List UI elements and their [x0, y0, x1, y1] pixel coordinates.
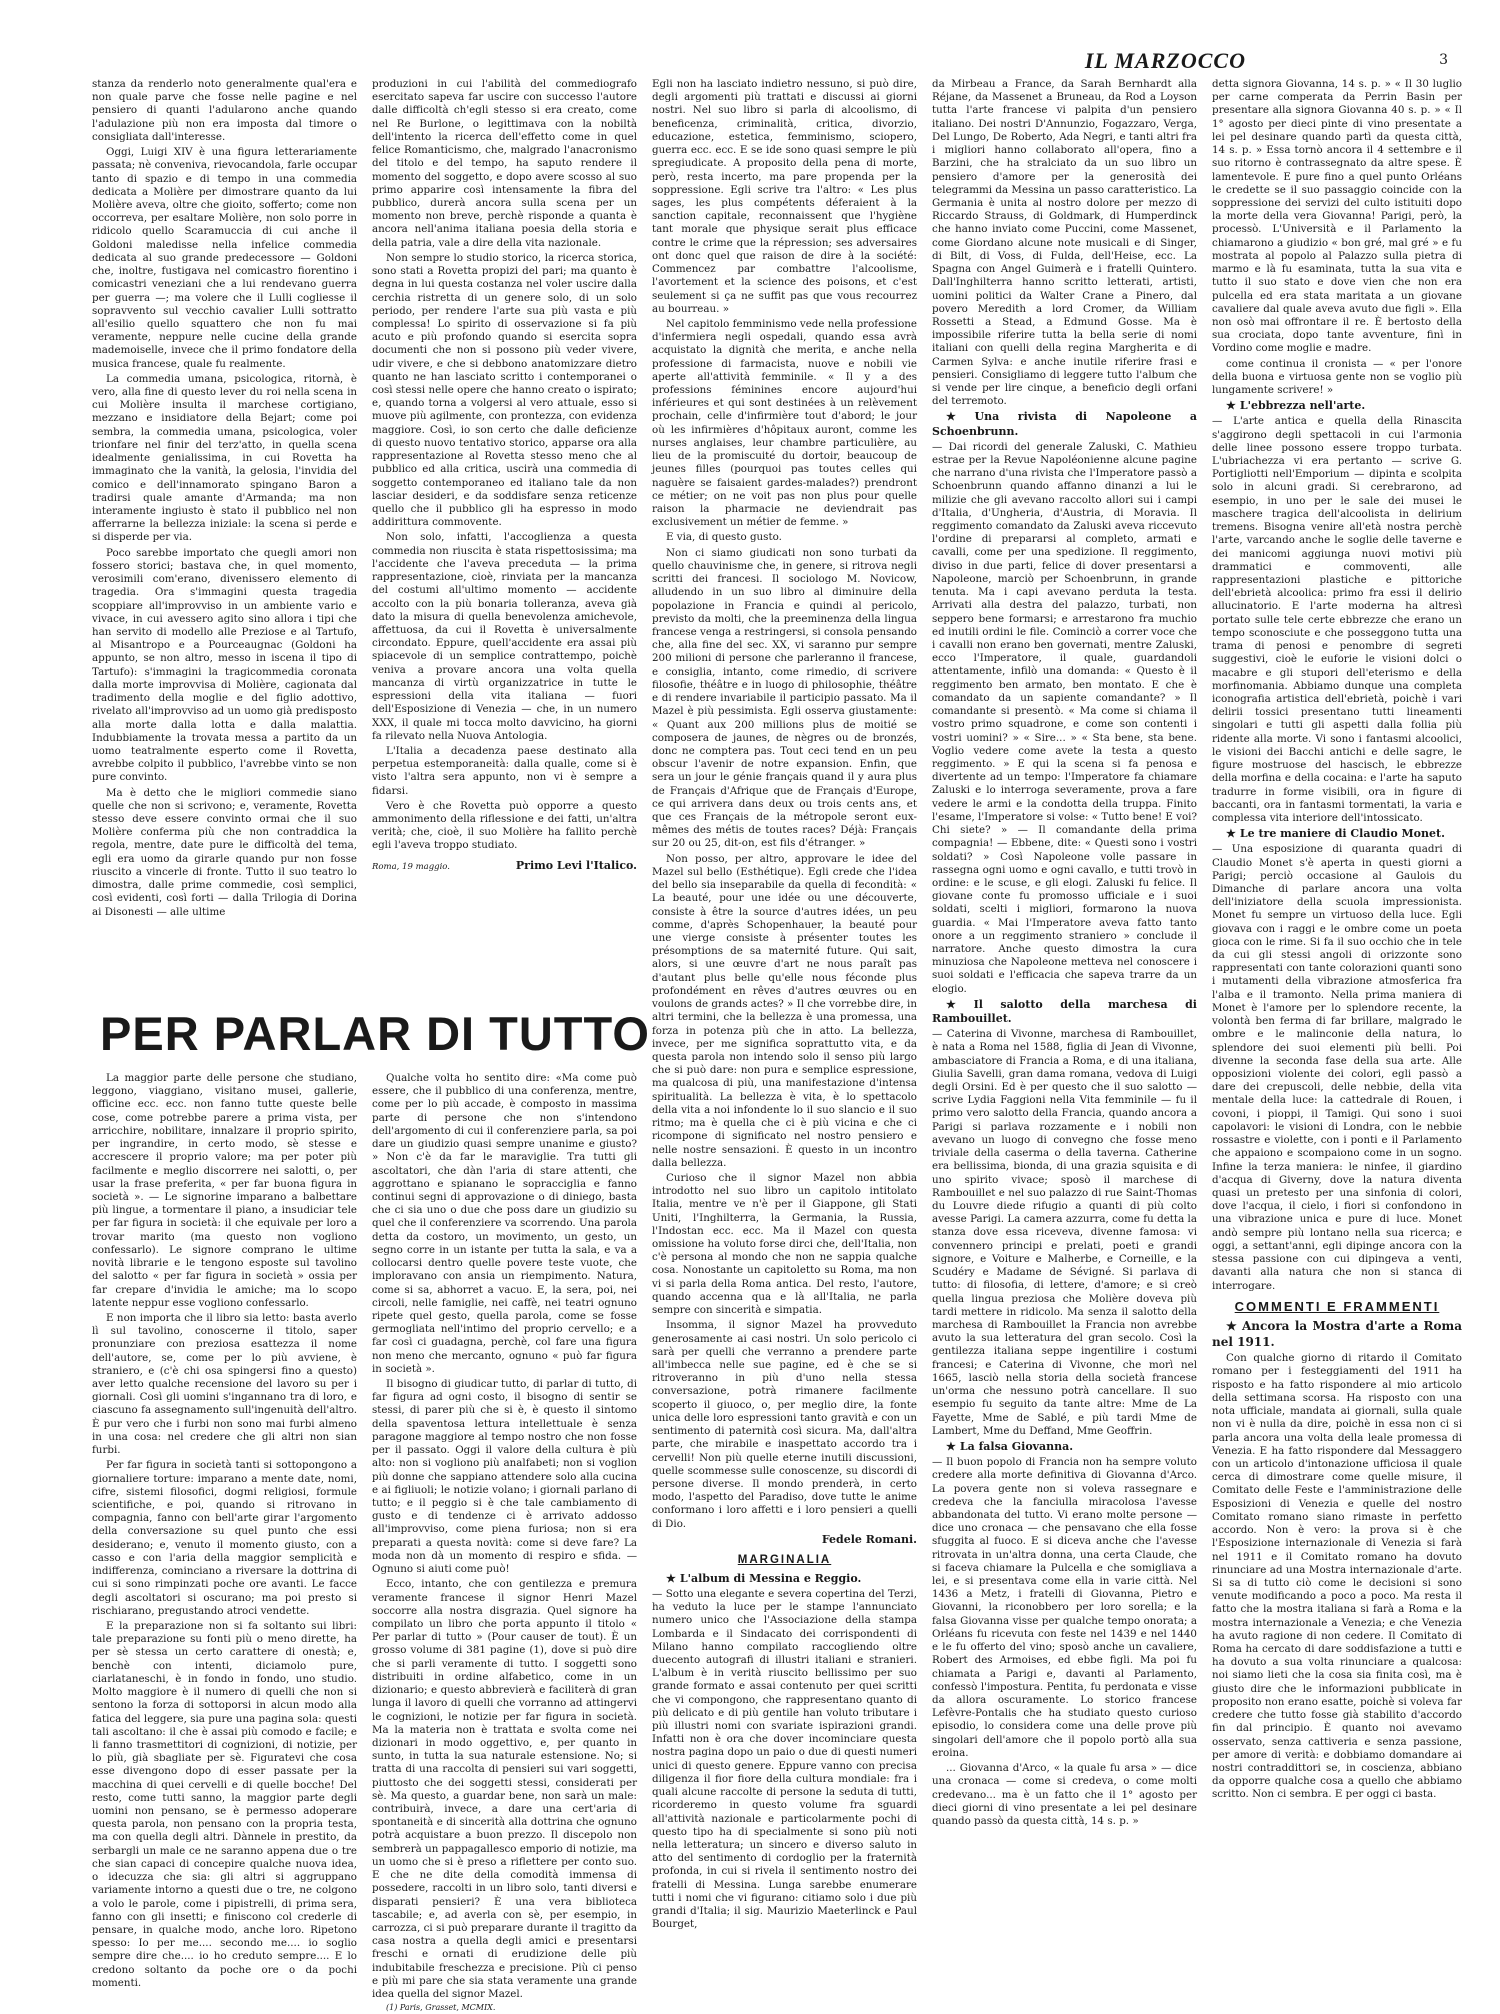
note-heading	[932, 998, 1197, 1026]
star-icon: ★	[666, 1571, 676, 1585]
paragraph: E la preparazione non si fa soltanto sui libri: tale preparazione su fonti più o meno dirette, ha per sè stessa un certo carattere di onestà; e, benchè con intenti, diciamolo pure, ciarlataneschi, è in fondo in fondo, uno studio. Molto maggiore è il numero di quelli che non si sentono la forza di sottoporsi in alcun modo alla fatica del leggere, sia pure una pagina sola: questi tali ascoltano: il che è assai più comodo e facile; e li fanno trasmettitori di cognizioni, di notizie, per lo più, già sbagliate per sè. Figuratevi che cosa esse divengono dopo di esser passate per la macchina di quei cervelli e di quelle bocche! Del resto, come tutti sanno, la maggior parte degli uomini non pensano, se è permesso adoperare questa parola, non pensano con la propria testa, ma con quella degli altri. Dànnele in prestito, da serbargli un male ce ne saranno appena due o tre che sian capaci di concepire qualche nuova idea, o idecuzza che sia: gli altri si aggruppano variamente intorno a questi due o tre, ne colgono a volo le parole, come i pipistrelli, di prima sera, fanno con gli insetti; e finiscono col crederle di pensare, in qualche modo, anche loro. Ripetono spesso: Io per me.... secondo me.... io soglio sempre dire che.... io ho creduto sempre.... E lo credono soltanto da poche ore o da pochi momenti.	[92, 1619, 357, 1989]
star-icon: ★	[946, 997, 970, 1011]
headline: PER PARLAR DI TUTTO	[100, 1007, 650, 1060]
paragraph: — Una esposizione di quaranta quadri di Claudio Monet s'è aperta in questi giorni a Parigi; perciò occasione al Gaulois du Dimanche di parlare ancora una volta dell'iniziatore della scuola impressionista. Monet fu sempre un virtuoso della luce. Egli giovava con i raggi e le ombre come un poeta gioca con le rime. Si fa il suo occhio che in tele da cui gli stessi angoli di orizzonte sono rappresentati con tante colorazioni quanti sono i mutamenti della vibrazione atmosferica fra l'alba e il tramonto. Nella prima maniera di Monet è l'amore per lo splendore recente, la volontà ben ferma di far brillare, malgrado le ombre e le malinconie della natura, lo splendore dei suoi elementi più belli. Poi divenne la seconda fase della sua arte. Alle opposizioni violente dei colori, egli passò a dare dei crepuscoli, delle nebbie, della vita mentale della luce: la cattedrale di Rouen, i covoni, i pioppi, il Tamigi. Qui sono i suoi capolavori: le visioni di Londra, con le nebbie rossastre e violette, con i ponti e il Parlamento che appaiono e scompaiono come in un sogno. Infine la terza maniera: le ninfee, il giardino d'acqua di Giverny, dove la natura diventa quasi un pretesto per una sinfonia di colori, dove l'acqua, il cielo, i fiori si confondono in una vibrazione unica e pure di luce. Monet andò sempre più lontano nella sua ricerca; e oggi, a settant'anni, egli dipinge ancora con la stessa passione con cui dipingeva a venti, davanti alla natura che non si stanca di interrogare.	[1212, 843, 1462, 1292]
author-signature: Fedele Romani.	[821, 1532, 917, 1546]
paragraph: Oggi, Luigi XIV è una figura letterariamente passata; nè conveniva, rievocandola, farle occupar tanto di spazio e di tempo in una commedia dedicata a Molière per dimostrare quanto da lui Molière aveva, oltre che gioito, sofferto; come non occorreva, per esaltare Molière, non solo porre in ridicolo quello Scaramuccia di cui anche il Goldoni maledisse nella infelice commedia dedicata al suo grande predecessore — Goldoni che, inoltre, fustigava nel comicastro fiorentino i comicastri veneziani che a lui rendevano guerra per guerra —; ma volere che il Lulli cogliesse il sopravvento sul vecchio cavalier Lulli sottratto all'esilio quello squattero che non fu mai veramente, neppure nelle cucine della grande mademoiselle, invece che il primo fondatore della musica francese, quale fu realmente.	[92, 146, 357, 370]
paragraph: La maggior parte delle persone che studiano, leggono, viaggiano, visitano musei, gallerie, officine ecc. ecc. non fanno tutte queste belle cose, come potrebbe parere a prima vista, per arricchire, nobilitare, innalzare il proprio spirito, per ingrandire, in certo modo, sè stesse e accrescere il proprio valore; ma per poter più facilmente e meglio discorrere nei salotti, o, per usar la frase preferita, « per far buona figura in società ». — Le signorine imparano a balbettare più lingue, a tormentare il piano, a insudiciar tele per far figura in società: il che equivale per loro a trovar marito (ma questo non vogliono confessarlo). Le signore comprano le ultime novità librarie e le tengono esposte sul tavolino del salotto « per far figura in società » ossia per far crepare d'invidia le amiche; ma lo scopo latente neppur esse vogliono confessarlo.	[92, 1072, 357, 1309]
star-icon: ★	[1226, 399, 1236, 413]
paragraph: Non posso, per altro, approvare le idee del Mazel sul bello (Esthétique). Egli crede che l'idea del bello sia inseparabile da quella di fecondità: « La beauté, pour une idée ou une découverte, consiste à être la source d'autres idées, un peu comme, d'après Schopenhauer, la beauté pour une vierge consiste à présenter toutes les présomptions de sa maternité future. Qui sait, alors, si une œuvre d'art ne nous paraît pas d'autant plus belle qu'elle nous féconde plus profondément en rêves d'autres œuvres ou en voulons de grands actes? » Il che vorrebbe dire, in altri termini, che la bellezza è una promessa, una forza in potenza più che in atto. La bellezza, invece, per me significa soprattutto vita, e da questa parola non intendo solo il senso più largo che si può dare: non pura e semplice espressione, ma qualcosa di più, una manifestazione d'intensa spiritualità. La bellezza è vita, è lo spettacolo della vita a noi infondente lo il suo slancio e il suo ritmo; ma è quella che ci è più vicina e che ci ricompone di significato nel nostro pensiero e nelle nostre sensazioni. È questo in un incontro dalla bellezza.	[652, 852, 917, 1169]
paragraph: — Caterina di Vivonne, marchesa di Rambouillet, è nata a Roma nel 1588, figlia di Jean di Vivonne, ambasciatore di Francia a Roma, e di una italiana, Giulia Savelli, gran dama romana, vedova di Luigi degli Orsini. Ed è per questo che il suo salotto — scrive Lydia Faggioni nella Vita femminile — fu il primo vero salotto della Francia, quando ancora a Parigi si parlava rozzamente e i nobili non avevano un luogo di convegno che fosse meno triviale della caserma o della taverna. Catherine era bellissima, bionda, di una grazia squisita e di uno spirito vivace; sposò il marchese di Rambouillet e nel suo palazzo di rue Saint-Thomas du Louvre diede rifugio a quanti di più colto avesse Parigi. La camera azzurra, come fu detta la stanza dove essa riceveva, divenne famosa: vi convennero principi e prelati, poeti e grandi signore, e Voiture e Malherbe, e Corneille, e la Scudéry e Madame de Sévigné. Si parlava di tutto: di filosofia, di lettere, d'amore; e si creò quella lingua preziosa che Molière doveva più tardi mettere in ridicolo. Ma senza il salotto della marchesa di Rambouillet la Francia non avrebbe avuto la sua letteratura del gran secolo. Così la gentilezza italiana seppe ingentilire i costumi francesi; e Caterina di Vivonne, che morì nel 1665, lasciò nella storia della società francese un'orma che nessuno potrà cancellare. Il suo esempio fu seguito da tante altre: Mme de La Fayette, Mme de Sablé, e più tardi Mme de Lambert, Mme du Deffand, Mme Geoffrin.	[932, 1028, 1197, 1437]
paragraph: come continua il cronista — « per l'onore della buona e virtuosa gente non se voglio più lungamente scrivere! »	[1212, 357, 1462, 397]
column5	[1212, 78, 1462, 1963]
column4	[932, 78, 1197, 1963]
paragraph: — Dai ricordi del generale Zaluski, C. Mathieu estrae per la Revue Napoléonienne alcune pagine che narrano d'una rivista che l'Imperatore passò a Schoenbrunn quando affanno dinanzi a lui le milizie che gli avevano raccolto allori sui i campi d'Italia, d'Ungheria, d'Austria, di Moravia. Il reggimento comandato da Zaluski aveva riccevuto l'ordine di prepararsi al completo, armati e cavalli, come per una spedizione. Il reggimento, diviso in due parti, felice di dover presentarsi a Napoleone, marciò per Schoenbrunn, in grande tenuta. Ma i capi avevano perduta la testa. Arrivati alla destra del palazzo, turbati, non seppero bene formarsi; e arrestarono fra muchio ed inutili ordini le file. Cominciò a correr voce che i cavalli non erano ben governati, mentre Zaluski, ecco l'Imperatore, il quale, guardandoli attentamente, infilò una domanda: « Questo è il reggimento ben armato, ben montato. E che è comandato da un sapiente comandante? » Il comandante si presentò. « Ma come si chiama il vostro primo squadrone, e come son contenti i vostri uomini? » « Sire... » « Sta bene, sta bene. Voglio vedere come avete la testa a questo reggimento. » E qui la scena si fa penosa e divertente ad un tempo: l'Imperatore fa chiamare Zaluski e lo interroga severamente, prova a fare vedere le armi e la condotta della truppa. Finito l'esame, l'Imperatore si volse: « Tutto bene! E voi? Chi siete? » — Il comandante della prima compagnia! — Ebbene, dite: « Questi sono i vostri soldati? » Così Napoleone volle passare in rassegna ogni uomo e ogni cavallo, e tutti trovò in ordine: e le scuse, e gli elogi. Zaluski fu felice. Il giovane conte fu promosso ufficiale e i suoi soldati, scelti i migliori, formarono la nuova guardia. « Mai l'Imperatore aveva fatto tanto onore a un reggimento straniero » conclude il narratore. Anche questo dimostra la cura minuziosa che Napoleone metteva nel conoscere i suoi soldati e l'efficacia che sapeva trarre da un elogio.	[932, 440, 1197, 995]
paragraph: Non solo, infatti, l'accoglienza a questa commedia non riuscita è stata rispettosissima; ma l'accidente che l'aveva preceduta — la prima rappresentazione, cioè, rinviata per la mancanza del costumi all'ultimo momento — accidente accolto con la più bonaria tolleranza, aveva già dato la misura di quella benevolenza amichevole, affettuosa, da cui il Rovetta è universalmente circondato. Eppure, quell'accidente era assai più spiacevole di un semplice contrattempo, poichè veniva a provare ancora una volta quella mancanza di virtù organizzatrice in tutte le espressioni della vita italiana — fuori dell'Esposizione di Venezia — che, in un numero XXX, il quale mi tocca molto davvicino, ha giorni fa rilevato nella Nuova Antologia.	[372, 531, 637, 742]
note-heading	[1212, 827, 1462, 841]
star-icon: ★	[946, 1439, 956, 1453]
section-title-marginalia: MARGINALIA	[737, 1553, 832, 1566]
note-heading-text: Una rivista di Napoleone a Schoenbrunn.	[932, 410, 1197, 438]
note-heading	[1212, 399, 1462, 413]
dateline: Roma, 19 maggio.	[372, 861, 450, 872]
column3	[652, 78, 917, 1963]
article2-column1	[92, 1072, 357, 1989]
paragraph: — Sotto una elegante e severa copertina del Terzi, ha veduto la luce per le stampe l'annunciato numero unico che l'Associazione della stampa Lombarda e il Sindacato dei corrispondenti di Milano hanno compilato raccogliendo oltre duecento autografi di illustri italiani e stranieri. L'album è in verità riuscito bellissimo per suo grande formato e assai contenuto per quei scritti che vi compongono, che rappresentano quanto di più delicato e di più gentile han voluto tributare i più illustri nomi con svariate ispirazioni grandi. Infatti non è ora che dover incominciare questa nostra pagina dopo un paio o due di questi numeri unici di questo genere. Eppure vanno con precisa diligenza il fior fiore della cultura mondiale: fra i quali alcune raccolte di persone la seduta di tutti, ricorderemo in questo volume fra sguardi all'attività nazionale e particolarmente pochi di questo tipo ha di specialmente si sono più noti nella letteratura; un sincero e diverso saluto in atto del sentimento di cordoglio per la fraternità profonda, in cui si rivela il sentimento nostro dei fratelli di Messina. Lunga sarebbe enumerare tutti i nomi che vi figurano: citiamo solo i due più grandi d'Italia; il sig. Maurizio Maeterlinck e Paul Bourget,	[652, 1587, 917, 1931]
paragraph: ... Giovanna d'Arco, « la quale fu arsa » — dice una cronaca — come si credeva, o come molti credevano... ma è un fatto che il 1° agosto per dieci giorni di vino presentate a lei pel desinare quando passò da questa città, 14 s. p. »	[932, 1762, 1197, 1827]
paragraph: Nel capitolo femminismo vede nella professione d'infermiera negli ospedali, quando essa avrà acquistato la dignità che merita, e anche nella professione di farmacista, nuove e nobili vie aperte all'attività femminile. « Il y a des professions féminines encore aujourd'hui inférieures et qui sont destinées à un relèvement prochain, celle d'infirmière tout d'abord; le jour où les infirmières d'hôpitaux auront, comme les nurses anglaises, leur chambre particulière, au lieu de la promiscuité du dortoir, beaucoup de jeunes filles (pourquoi pas toutes celles qui naguère se faisaient gardes-malades?) prendront ce métier; on ne voit pas non plus pour quelle raison la pharmacie ne deviendrait pas exclusivement un métier de femme. »	[652, 317, 917, 529]
paragraph: Curioso che il signor Mazel non abbia introdotto nel suo libro un capitolo intitolato Italia, mentre ve n'è per il Giappone, gli Stati Uniti, l'Inghilterra, la Germania, la Russia, l'Indostan ecc. ecc. Ma il Mazel con questa omissione ha voluto forse dirci che, dell'Italia, non c'è persona al mondo che non ne sappia qualche cosa. Nonostante un capitoletto su Roma, ma non vi si parla della Roma antica. Del resto, l'autore, quando accenna qua e là all'Italia, ne parla sempre con sincerità e simpatia.	[652, 1171, 917, 1317]
note-heading	[932, 410, 1197, 438]
paragraph: La commedia umana, psicologica, ritornà, è vero, alla fine di questo lever du roi nella scena in cui Molière insulta il marchese cortigiano, mezzano e insidiatore della Bejart; come poi sembra, la commedia umana, psicologica, voler trionfare nel finir del terz'atto, in quella scena idealmente genialissima, in cui Rovetta ha immaginato che la vanità, la gelosia, l'invidia del comico e dell'innamorato spingano Baron a tradirsi quale amante d'Armanda; ma non interamente ingiusto è stato il pubblico nel non afferrarne la bellezza iniziale: la scena si perde e si disperde per via.	[92, 372, 357, 544]
paragraph: Qualche volta ho sentito dire: «Ma come può essere, che il pubblico di una conferenza, mentre, come per lo più accade, è composto in massima parte di persone che non s'intendono dell'argomento di cui il conferenziere parla, sa poi dare un giudizio quasi sempre unanime e giusto? » Non c'è da far le maraviglie. Tra tutti gli ascoltatori, che dàn l'aria di stare attenti, che aggrottano e spianano le sopracciglia e fanno continui segni di approvazione o di diniego, basta che ci sia uno o due che poss dare un giudizio su quel che il conferenziere va scorrendo. Una parola detta da costoro, un movimento, un gesto, un segno corre in un istante per tutta la sala, e va a collocarsi dentro quelle povere teste vuote, che imploravano con ansia un riempimento. Natura, come si sa, abhorret a vacuo. E, la sera, poi, nei circoli, nelle famiglie, nei caffè, nei teatri ognuno ripete quel gesto, quella parola, come se fosse germogliata nell'intimo del proprio cervello; e a far così ci guadagna, perchè, col fare una figura non meno che mercanto, ognuno « può far figura in società ».	[372, 1072, 637, 1375]
note-heading-text: Ancora la Mostra d'arte a Roma nel 1911.	[1212, 1319, 1462, 1349]
paragraph: E non importa che il libro sia letto: basta averlo lì sul tavolino, conoscerne il titolo, saper pronunziare con preziosa esattezza il nome dell'autore, se, come per lo più avviene, è straniero, e (c'è chi osa spingersi fino a questo) aver letto qualche recensione del lavoro su per i giornali. Così gli uomini s'ingannano tra di loro, e ciascuno fa assegnamento sull'ingenuità dell'altro. È pur vero che i furbi non sono mai furbi almeno in una cosa: nel credere che gli altri non sian furbi.	[92, 1311, 357, 1457]
paragraph: Vero è che Rovetta può opporre a questo ammonimento della riflessione e dei fatti, un'altra verità; che, cioè, il suo Molière ha fallito perchè egli l'aveva troppo studiato.	[372, 799, 637, 852]
paragraph: Ma è detto che le migliori commedie siano quelle che non si scrivono; e, veramente, Rovetta stesso deve essere convinto ormai che il suo Molière conferma più che non contraddica la regola, mentre, date pure le difficoltà del tema, egli era uomo da girarle quando pur non fosse riuscito a vincerle di fronte. Tutto il suo teatro lo dimostra, dalle prime commedie, così semplici, così evidenti, così forti — dalla Trilogia di Dorina ai Disonesti — alle ultime	[92, 786, 357, 918]
note-heading-text: La falsa Giovanna.	[959, 1439, 1074, 1453]
paragraph: L'Italia a decadenza paese destinato alla perpetua estemporaneità: dalla qualle, come si è visto l'altra sera appunto, non vi è sempre a fidarsi.	[372, 744, 637, 797]
paragraph: Insomma, il signor Mazel ha provveduto generosamente ai casi nostri. Un solo pericolo ci sarà per quelli che verranno a prendere parte all'imbecca nelle sue pagine, ed è che se si ritroveranno in più d'uno nella stessa conversazione, potrà rimanere facilmente scoperto il giuoco, o, per meglio dire, la fonte unica delle loro espressioni tanto gravità e con un sentimento di paternità così sicura. Ma, dall'altra parte, che mirabile e inaspettato accordo tra i cervelli! Non più quelle eterne inutili discussioni, quelle scommesse sulle conoscenze, su discordi di persone diverse. Il mondo prenderà, in certo modo, l'aspetto del Paradiso, dove tutte le anime conformano i loro affetti e i loro pensieri a quelli di Dio.	[652, 1319, 917, 1530]
article1-signature-row	[372, 857, 637, 873]
paragraph: Con qualche giorno di ritardo il Comitato romano per i festeggiamenti del 1911 ha risposto e ha fatto rispondere al mio articolo della settimana scorsa. Ha risposto con una nota ufficiale, mandata ai giornali, sulla quale non vi è nulla da dire, poichè in essa non ci si parla ancora una volta della leale promessa di Venezia. E ha fatto rispondere dal Messaggero con un articolo d'intonazione ufficiosa il quale cerca di dimostrare come quelle misure, il Comitato delle Feste e l'amministrazione delle Esposizioni di Venezia e quelle del nostro Comitato romano siano rimaste in perfetto accordo. Non è vero: la prova si è che l'Esposizione internazionale di Venezia si farà nel 1911 e il Comitato romano ha dovuto rinunciare ad una Mostra internazionale d'arte. Si sa di tutto ciò come le decisioni si sono venute modificando a poco a poco. Ma resta il fatto che la mostra italiana si farà a Roma e la mostra internazionale a Venezia; e che Venezia ha avuto ragione di non cedere. Il Comitato di Roma ha cercato di dare soddisfazione a tutti e ha dovuto a sua volta rinunciare a qualcosa: noi siamo lieti che la cosa sia finita così, ma è giusto dire che le informazioni pubblicate in proposito non erano esatte, poichè si voleva far credere che tutto fosse già stabilito d'accordo fin dal principio. È quanto noi avevamo osservato, senza cattiveria e senza passione, per amore di verità: e dobbiamo domandare ai nostri contraddittori se, in coscienza, abbiano da opporre qualche cosa a quello che abbiamo scritto. Non ci sembra. E per oggi ci basta.	[1212, 1352, 1462, 1801]
paragraph: Poco sarebbe importato che quegli amori non fossero storici; bastava che, in quel momento, verosimili com'erano, divenissero elemento di tragedia. Ora s'immagini questa tragedia scoppiare all'improvviso in un ambiente vario e vivace, in cui avessero agito sino allora i tipi che han servito di modello alle Preziose e al Tartufo, al Misantropo e a Pourceaugnac (Goldoni ha appunto, se non altro, messo in iscena il tipo di Tartufo): s'immagini la tragicommedia coronata dalla morte improvvisa di Molière, cagionata dal tradimento della moglie e del figlio adottivo, rivelato all'improvviso ad un uomo già predisposto alla morte dalla lotta e dalla malattia. Indubbiamente la trovata messa a partito da un uomo teatralmente esperto come il Rovetta, avrebbe colpito il pubblico, l'avrebbe vinto se non pure convinto.	[92, 546, 357, 784]
paragraph: Il bisogno di giudicar tutto, di parlar di tutto, di far figura ad ogni costo, il bisogno di sentir se stessi, di parer più che si è, è questo il sintomo della spaventosa lettura intellettuale è senza paragone maggiore al tempo nostro che non fosse per il passato. Oggi il valore della cultura è più alto: non si vogliono più analfabeti; non si voglion più donne che sappiano attendere solo alla cucina e ai figliuoli; le notizie volano; i giornali parlano di tutto; e il peggio si è che tale cambiamento di gusto e di tendenze ci è arrivato addosso all'improvviso, come piena furiosa; non si era preparati a questa novità: come si deve fare? La moda non dà un momento di respiro e sfida. — Ognuno si aiuti come può!	[372, 1378, 637, 1576]
paragraph: Non sempre lo studio storico, la ricerca storica, sono stati a Rovetta propizi del pari; ma quanto è degna in lui questa costanza nel voler uscire dalla cerchia ristretta di un genere solo, di un solo periodo, per rendere l'arte sua più vasta e più complessa! Lo spirito di osservazione si fa più acuto e più profondo quando si esercita sopra documenti che non si possono più veder vivere, udir vivere, e che si debbono anatomizzare dietro quanto ne han lasciato scritto i contemporanei o così stessi nelle opere che hanno creato o ispirato; e, quando torna a volgersi al vero attuale, esso si muove più agilmente, con prontezza, con evidenza maggiore. Così, io son certo che dalle deficienze di questo nuovo tentativo storico, apparse ora alla rappresentazione al Rovetta stesso meno che al pubblico ed alla critica, uscirà una commedia di soggetto contemporaneo ed italiano tale da non lasciar desideri, e da soddisfare senza reticenze quello che il pubblico gli ha espresso in modo addirittura commovente.	[372, 251, 637, 529]
paragraph: detta signora Giovanna, 14 s. p. » « Il 30 luglio per carne comperata da Perrin Basin per presentare alla signora Giovanna 40 s. p. » « Il 1° agosto per dieci pinte di vino presentate a lei pel desinare quando partì da questa città, 14 s. p. » Essa tornò ancora il 4 settembre e il suo ritorno è contrassegnato da altre spese. È lamentevole. E pure fino a quel punto Orléans le credette se il suo passaggio coincide con la soppressione dei servizi del culto istituiti dopo la morte della vera Giovanna! Parigi, però, la processò. L'Università e il Parlamento la chiamarono a giudizio « bon gré, mal gré » e fu mostrata al popolo al Palazzo sulla pietra di marmo e là fu esaminata, tutta la sua vita e tutto il suo stato e dove vien che non era pulcella ed era stata maritata a un giovane cavaliere dal quale aveva avuto due figli ». Ella non osò mai offrontare il re. È bertosto della sua crociata, dopo tante avventure, finì in Vordino come moglie e madre.	[1212, 78, 1462, 355]
paragraph: da Mirbeau a France, da Sarah Bernhardt alla Réjane, da Massenet a Bruneau, da Rod a Loyson tutta l'arte francese vi palpita d'un pensiero italiano. Dei nostri D'Annunzio, Fogazzaro, Verga, Del Lungo, De Roberto, Ada Negri, e tanti altri fra i migliori hanno collaborato all'opera, fino a Barzini, che ha stralciato da un suo libro un pensiero d'amore per la generosità dei telegrammi da Messina un passo caratteristico. La Germania è unita al nostro dolore per mezzo di Riccardo Strauss, di Goldmark, di Humperdinck che hanno inviato come Puccini, come Massenet, come Giordano alcune note musicali e di Singer, di Bilt, di Voss, di Fulda, dell'Heise, ecc. La Spagna con Angel Guimerà e i fratelli Quintero. Dall'Inghilterra hanno scritto letterati, artisti, uomini politici da Walter Crane a Pinero, dal povero Meredith a lord Cromer, da William Rossetti a Stead, a Edmund Gosse. Ma è impossibile riferire tutta la bella serie di nomi italiani con quelli della regina Margherita e di Carmen Sylva: e anche inutile riferire frasi e pensieri. Consigliamo di leggere tutto l'album che si vende per lire cinque, a beneficio degli orfani del terremoto.	[932, 78, 1197, 408]
masthead	[44, 48, 1456, 74]
star-icon: ★	[1226, 1319, 1238, 1334]
page-number: 3	[1439, 52, 1448, 68]
paragraph: Non ci siamo giudicati non sono turbati da quello chauvinisme che, in genere, si ritrova negli scritti dei francesi. Il sociologo M. Novicow, alludendo in un suo libro al diminuire della popolazione in Francia e quindi al pericolo, previsto da molti, che la preeminenza della lingua francese venga a restringersi, si consola pensando che, alla fine del sec. XX, vi saranno pur sempre 200 milioni di persone che parleranno il francese, e consiglia, intanto, come rimedio, di scrivere filosofie, théâtre e in luogo di philosophie, théâtre e di rendere invariabile il participio passato. Ma il Mazel è più pessimista. Egli osserva giustamente: « Quant aux 200 millions plus de moitié se composera de jaunes, de nègres ou de bronzés, donc ne comptera pas. Tout ceci tend en un peu obscur l'avenir de notre expansion. Enfin, que sera un jour le génie français quand il y aura plus de Français d'Afrique que de Français d'Europe, ce qui arrivera dans deux ou trois cents ans, et que ces Français de la métropole seront eux-mêmes des métis de toutes races? Déjà: Français sur 20 ou 25, dit-on, est fils d'étranger. »	[652, 546, 917, 850]
note-heading-text: L'album di Messina e Reggio.	[679, 1571, 862, 1585]
article2-column2	[372, 1072, 637, 2013]
star-icon: ★	[946, 410, 971, 424]
paragraph: — Il buon popolo di Francia non ha sempre voluto credere alla morte definitiva di Giovanna d'Arco. La povera gente non si voleva rassegnare e credeva che la fanciulla miracolosa l'avesse abbandonata del tutto. Vi erano molte persone — dice uno cronaca — che pensavano che ella fosse sfuggita al fuoco. E si diceva anche che l'avesse ritrovata in un'altra donna, una certa Claude, che si faceva chiamare la Pulcella e che somigliava a lei, e si presentava come ella in varie città. Nel 1436 a Metz, i fratelli di Giovanna, Pietro e Giovanni, la riconobbero per loro sorella; e la falsa Giovanna visse per qualche tempo onorata; a Orléans fu ricevuta con feste nel 1439 e nel 1440 e le fu offerto del vino; sposò anche un cavaliere, Robert des Armoises, ed ebbe figli. Ma poi fu chiamata a Parigi e, davanti al Parlamento, confessò l'impostura. Pentita, fu perdonata e visse da allora oscuramente. Lo storico francese Lefèvre-Pontalis che ha studiato questo curioso episodio, lo considera come una delle prove più singolari dell'amore che il popolo portò alla sua eroina.	[932, 1456, 1197, 1759]
note-heading	[932, 1440, 1197, 1454]
note-heading-text: L'ebbrezza nell'arte.	[1239, 399, 1366, 413]
newspaper-title: IL MARZOCCO	[1084, 48, 1246, 73]
paragraph: stanza da renderlo noto generalmente qual'era e non quale parve che fosse nelle pagine e nel pensiero di quanti l'adularono anche quando l'adulazione più non era imposta dal timore o consigliata dall'interesse.	[92, 78, 357, 143]
paragraph: — L'arte antica e quella della Rinascita s'aggirono degli spettacoli in cui l'armonia delle linee possono essere troppo turbata. L'ubriachezza vi era pertanto — scrive G. Portigliotti nell'Emporium — dipinta e scolpita solo in alcuni gradi. Si cerebrarono, ad esempio, in uno per le sale dei musei le maschere tragica dell'alcoolista in delirium tremens. Bisogna venire all'età nostra perchè l'arte, varcando anche le soglie delle taverne e dei manicomi aggiunga nuovi motivi più drammatici e commoventi, alle rappresentazioni plastiche e pittoriche dell'ebrietà alcoolica: primo fra essi il delirio allucinatorio. E l'arte moderna ha altresì portato sulle tele certe ebbrezze che erano un tempo sconosciute e che posseggono tutta una trama di penosi e penombre di segreti suggestivi, cioè le euforie le visioni dolci o macabre e gli stupori dell'eterismo e della morfinomania. Abbiamo dunque una completa iconografia artistica dell'ebrietà, poichè i vari delirii tossici presentano tutti lineamenti singolari e tutti gli aspetti dalla follia più ridente alla morte. Vi sono i fantasmi alcoolici, le visioni dei Bacchi antichi e delle sagre, le figure mostruose del hascisch, le ebbrezze della morfina e della cocaina: e l'arte ha saputo tradurre in forme visibili, ora in figure di baccanti, ora in fantasmi tormentati, la varia e complessa vita interiore dell'intossicato.	[1212, 415, 1462, 824]
note-heading	[1212, 1319, 1462, 1350]
article1-column1	[92, 78, 357, 998]
paragraph: E via, di questo gusto.	[666, 531, 782, 544]
paragraph: produzioni in cui l'abilità del commediografo esercitato sapeva far uscire con successo l'autore dalle difficoltà ch'egli stesso si era creato, come nel Re Burlone, o legittimava con la nobiltà dell'intento la ricerca dell'effetto come in quel felice Romanticismo, che, malgrado l'anacronismo del titolo e del tempo, ha saputo rendere il momento del soggetto, e dopo avere scosso al suo primo apparire così intensamente la fibra del pubblico, durerà ancora sulla scena per un momento non breve, perchè risponde a quanta è ancora nell'anima italiana poesia della storia e della patria, vale a dire della vita nazionale.	[372, 78, 637, 249]
article1-column2	[372, 78, 637, 998]
section-title-commenti: COMMENTI E FRAMMENTI	[1234, 1298, 1440, 1314]
note-heading-text: Il salotto della marchesa di Rambouillet.	[932, 997, 1197, 1026]
paragraph: Per far figura in società tanti si sottopongono a giornaliere torture: imparano a mente date, nomi, cifre, sistemi filosofici, dogmi religiosi, formule scientifiche, e poi, quando si ritrovano in compagnia, fanno con bell'arte girar l'argomento della conversazione su quel punto che essi desiderano; e, venuto il momento giusto, con a casso e con l'aria della maggior semplicità e indifferenza, cominciano a riversare la dottrina di cui si sono rimpinzati poche ore avanti. Le facce degli ascoltatori si oscurano; ma poi presto si rischiarano, pregustando atroci vendette.	[92, 1459, 357, 1617]
paragraph: Egli non ha lasciato indietro nessuno, si può dire, degli argomenti più trattati e discussi ai giorni nostri. Nel suo libro si parla di alcoolismo, di beneficenza, criminalità, critica, divorzio, educazione, estetica, femminismo, sciopero, guerra ecc. ecc. E se ide sono quasi sempre le più spregiudicate. A proposito della pena di morte, però, resta incerto, ma pare propenda per la soppressione. Egli scrive tra l'altro: « Les plus sages, les plus compétents déferaient à la sanction capitale, reconnaissent que l'hygiène tant morale que physique serait plus efficace contre le crime que la répression; ses adversaires ont donc quel que raison de dire à la société: Commencez par combattre l'alcoolisme, l'avortement et la science des poisons, et c'est seulement si ça ne suffit pas que vous recourrez au bourreau. »	[652, 78, 917, 315]
footnote: (1) Paris, Grasset, MCMIX.	[386, 2003, 496, 2013]
star-icon: ★	[1226, 827, 1236, 841]
author-signature: Primo Levi l'Italico.	[515, 858, 637, 872]
note-heading-text: Le tre maniere di Claudio Monet.	[1239, 827, 1445, 841]
paragraph: Ecco, intanto, che con gentilezza e premura veramente francese il signor Henri Mazel soccorre alla nostra disgrazia. Quel signore ha compilato un libro che porta appunto il titolo « Per parlar di tutto » (Pour causer de tout). È un grosso volume di 381 pagine (1), dove si può dire che si parli veramente di tutto. I soggetti sono distribuiti in ordine alfabetico, come in un dizionario; e questo abbrevierà e faciliterà di gran lunga il lavoro di quelli che vorranno ad attingervi le cognizioni, le notizie per far figura in società. Ma la materia non è trattata e svolta come nei dizionari in modo oggettivo, e, per quanto in sunto, in tutta la sua naturale estensione. No; si tratta di una raccolta di pensieri sui vari soggetti, piuttosto che dei soggetti stessi, considerati per sè. Ma questo, a guardar bene, non sarà un male: contribuirà, invece, a dare una cert'aria di spontaneità e di sincerità alla dottrina che ognuno potrà acquistare a buon prezzo. Il discepolo non sembrerà un pappagallesco emporio di notizie, ma un uomo che si è preso a riflettere per conto suo. E che ne dite della comodità immensa di possedere, raccolti in un libro solo, tanti diversi e disparati pensieri? È una vera biblioteca tascabile; e, ad averla con sè, per esempio, in carrozza, ci si può preparare durante il tragitto da casa nostra a quella degli amici e presentarsi freschi e ornati di erudizione delle più indubitabile freschezza e precisione. Più ci penso e più mi pare che sia stata veramente una grande idea quella del signor Mazel.	[372, 1578, 637, 2001]
note-heading	[652, 1572, 917, 1586]
